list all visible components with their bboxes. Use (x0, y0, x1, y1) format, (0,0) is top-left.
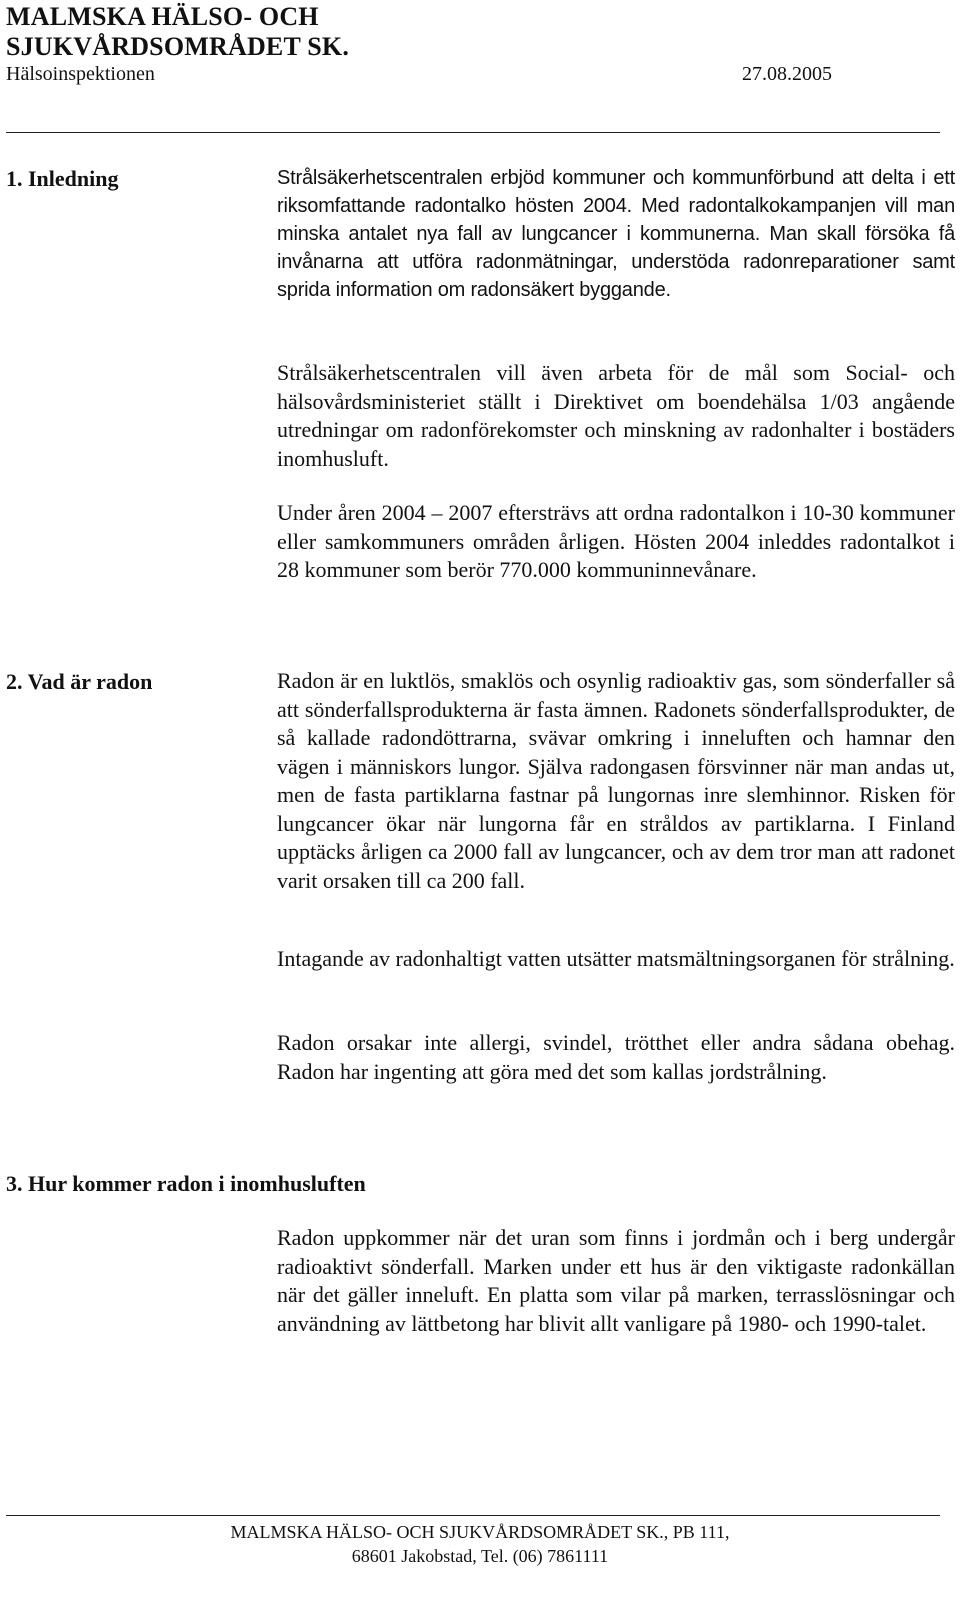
section-paragraph: Strålsäkerhetscentralen vill även arbeta för de mål som Social- och hälsovårdsministeriet ställt i Direktivet om boendehälsa 1/03 angående utredningar om radonförekomster och minskning av radonhalter i bostäders inomhusluft. (277, 360, 955, 471)
section-paragraph: Under åren 2004 – 2007 eftersträvs att ordna radontalkon i 10-30 kommuner eller samkommuners områden årligen. Hösten 2004 inleddes radontalkot i 28 kommuner som berör 770.000 kommuninnevånare. (277, 500, 955, 582)
section-paragraph: Radon är en luktlös, smaklös och osynlig radioaktiv gas, som sönderfaller så att sönderfallsprodukterna är fasta ämnen. Radonets sönderfallsprodukter, de så kallade radondöttrarna, svävar omkring i inneluften och hamnar den vägen i människors lungor. Själva radongasen försvinner när man andas ut, men de fasta partiklarna fastnar på lungornas inre slemhinnor. Risken för lungcancer ökar när lungorna får en stråldos av partiklarna. I Finland upptäcks årligen ca 2000 fall av lungcancer, och av dem tror man att radonet varit orsaken till ca 200 fall. (277, 668, 955, 893)
footer-divider (6, 1515, 940, 1516)
footer-address-line1: MALMSKA HÄLSO- OCH SJUKVÅRDSOMRÅDET SK., PB 111, (230, 1522, 730, 1542)
section-heading-vad-ar-radon: 2. Vad är radon (6, 669, 153, 694)
document-date: 27.08.2005 (742, 63, 832, 85)
section-heading-inledning: 1. Inledning (6, 166, 119, 191)
header-divider (6, 132, 940, 133)
section-paragraph: Radon orsakar inte allergi, svindel, trötthet eller andra sådana obehag. Radon har ingenting att göra med det som kallas jordstrålning. (277, 1030, 955, 1084)
footer-address-line2: 68601 Jakobstad, Tel. (06) 7861111 (351, 1546, 609, 1566)
organization-name-line1: MALMSKA HÄLSO- OCH (6, 2, 319, 31)
section-heading-hur-kommer-radon: 3. Hur kommer radon i inomhusluften (6, 1171, 366, 1196)
section-paragraph: Radon uppkommer när det uran som finns i jordmån och i berg undergår radioaktivt sönderfall. Marken under ett hus är den viktigaste radonkällan när det gäller inneluft. En platta som vilar på marken, terrasslösningar och användning av lättbetong har blivit allt vanligare på 1980- och 1990-talet. (277, 1225, 955, 1336)
section-paragraph: Strålsäkerhetscentralen erbjöd kommuner och kommunförbund att delta i ett riksomfattande radontalko hösten 2004. Med radontalkokampanjen vill man minska antalet nya fall av lungcancer i kommunerna. Man skall försöka få invånarna att utföra radonmätningar, understöda radonreparationer samt sprida information om radonsäkert byggande. (277, 167, 955, 301)
organization-name-line2: SJUKVÅRDSOMRÅDET SK. (6, 32, 350, 61)
organization-name (6, 2, 349, 62)
section-paragraph: Intagande av radonhaltigt vatten utsätter matsmältningsorganen för strålning. (277, 946, 955, 971)
department-name: Hälsoinspektionen (6, 63, 155, 85)
